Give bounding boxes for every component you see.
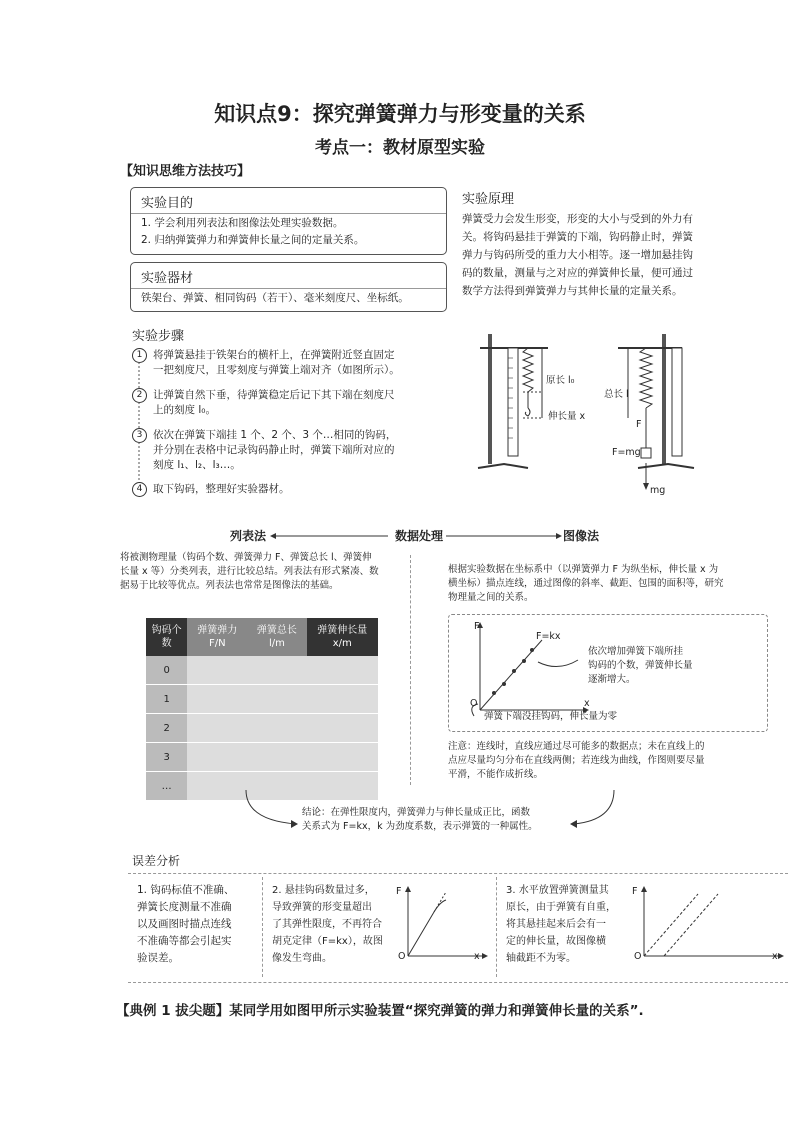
label-natural-length: 原长 l₀ (546, 375, 575, 386)
table-header: 弹簧弹力 F/N (187, 618, 247, 656)
list-method-text (120, 551, 402, 593)
step-number: 3 (132, 428, 147, 443)
principle-line: 关。将钩码悬挂于弹簧的下端，钩码静止时，弹簧 (462, 231, 693, 243)
label-mg: mg (650, 485, 666, 496)
graph-note-right (588, 645, 693, 687)
step-line: 并分别在表格中记录钩码静止时，弹簧下端所对应的 (153, 444, 395, 456)
error-line: 原长，由于弹簧有自重， (506, 902, 616, 913)
list-method-label: 列表法 (230, 529, 267, 543)
purpose-box (130, 187, 447, 255)
steps-heading: 实验步骤 (132, 329, 185, 344)
step-line: 让弹簧自然下垂，待弹簧稳定后记下其下端在刻度尺 (153, 389, 395, 401)
error-divider (262, 877, 263, 977)
error-line: 像发生弯曲。 (272, 953, 332, 964)
error-divider (496, 877, 497, 977)
step-line: 将弹簧悬挂于铁架台的横杆上，在弹簧附近竖直固定 (153, 349, 395, 361)
error-line: 验误差。 (137, 952, 179, 964)
equipment-box (130, 262, 447, 312)
table-cell: 3 (146, 743, 187, 772)
label-extension: 伸长量 x (548, 411, 586, 422)
table-row (146, 685, 378, 714)
processing-arrows (270, 530, 562, 542)
error-line: 以及画图时描点连线 (137, 918, 232, 930)
error-line: 轴截距不为零。 (506, 953, 576, 964)
step-line: 依次在弹簧下端挂 1 个、2 个、3 个…相同的钩码， (153, 429, 397, 441)
table-row (146, 743, 378, 772)
list-method-line: 据易于比较等优点。列表法也常常是图像法的基础。 (120, 580, 339, 591)
purpose-line: 1. 学会利用列表法和图像法处理实验数据。 (141, 217, 344, 229)
graph-method-line: 物理量之间的关系。 (448, 592, 534, 603)
step-number: 1 (132, 348, 147, 363)
data-processing-label: 数据处理 (395, 529, 444, 543)
step-line: 上的刻度 l₀。 (153, 404, 216, 416)
equipment-text: 铁架台、弹簧、相同钩码（若干）、毫米刻度尺、坐标纸。 (141, 292, 409, 304)
attention-line: 注意：连线时，直线应通过尽可能多的数据点；未在直线上的 (448, 741, 705, 752)
error-line: 胡克定律（F=kx），故图 (272, 936, 383, 947)
graph-method-line: 横坐标）描点连线，通过图像的斜率、截距、包围的面积等，研究 (448, 578, 724, 589)
purpose-heading: 实验目的 (141, 196, 194, 211)
step-line: 一把刻度尺，且零刻度与弹簧上端对齐（如图所示）。 (153, 364, 400, 376)
principle-line: 弹力与钩码所受的重力大小相等。逐一增加悬挂钩 (462, 249, 693, 261)
equipment-heading: 实验器材 (141, 271, 194, 286)
attention-line: 点应尽量均匀分布在直线两侧；若连线为曲线，作图则要尽量 (448, 755, 705, 766)
error-axis-F-2: F (632, 886, 638, 897)
graph-note-line: 依次增加弹簧下端所挂 (588, 646, 684, 657)
table-row (146, 714, 378, 743)
graph-method-label: 图像法 (563, 529, 600, 543)
table-header: 弹簧总长 l/m (247, 618, 306, 656)
step-line: 取下钩码，整理好实验器材。 (153, 483, 290, 495)
error-axis-x: x (474, 951, 480, 962)
error-heading: 误差分析 (132, 854, 181, 868)
step-line: 刻度 l₁、l₂、l₃…。 (153, 459, 241, 471)
page-title: 知识点9：探究弹簧弹力与形变量的关系 (214, 102, 586, 126)
graph-formula: F=kx (536, 631, 561, 642)
error-line: 3. 水平放置弹簧测量其 (506, 885, 609, 896)
page-subtitle: 考点一：教材原型实验 (315, 138, 485, 158)
error-line: 将其悬挂起来后会有一 (506, 919, 606, 930)
error-origin-2: O (634, 951, 642, 962)
error-line: 了其弹性限度，不再符合 (272, 919, 382, 930)
table-header: 弹簧伸长量 x/m (307, 618, 379, 656)
error-axis-F: F (396, 886, 402, 897)
step-2 (132, 388, 442, 418)
error-origin: O (398, 951, 406, 962)
graph-method-line: 根据实验数据在坐标系中（以弹簧弹力 F 为纵坐标，伸长量 x 为 (448, 564, 719, 575)
graph-note-line: 逐渐增大。 (588, 674, 636, 685)
label-total-length: 总长 l (604, 389, 629, 400)
conclusion-line: 结论：在弹性限度内，弹簧弹力与伸长量成正比，函数 (302, 807, 531, 818)
error-line: 弹簧长度测量不准确 (137, 901, 232, 913)
list-method-line: 将被测物理量（钩码个数、弹簧弹力 F、弹簧总长 l、弹簧伸 (120, 552, 372, 563)
step-4 (132, 482, 442, 497)
attention-line: 平滑，不能作成折线。 (448, 769, 544, 780)
step-number: 2 (132, 388, 147, 403)
step-1 (132, 348, 442, 378)
attention-text (448, 740, 770, 782)
principle-line: 码的数量，测量与之对应的弹簧伸长量，便可通过 (462, 267, 693, 279)
table-header: 钩码个数 (146, 618, 187, 656)
error-item-3 (506, 882, 634, 967)
graph-note-line: 钩码的个数，弹簧伸长量 (588, 660, 693, 671)
label-force-eq: F=mg (612, 447, 641, 458)
table-cell: 0 (146, 656, 187, 685)
error-axis-x-2: x (772, 951, 778, 962)
graph-note-bottom: 弹簧下端没挂钩码，伸长量为零 (484, 711, 618, 722)
principle-heading: 实验原理 (462, 192, 515, 207)
graph-method-text (448, 563, 768, 605)
error-line: 不准确等都会引起实 (137, 935, 232, 947)
error-graph-offset (636, 884, 786, 964)
step-number: 4 (132, 482, 147, 497)
label-F: F (636, 419, 642, 430)
error-item-2 (272, 882, 404, 967)
step-connector (132, 362, 148, 482)
error-line: 导致弹簧的形变量超出 (272, 902, 372, 913)
table-cell: … (146, 772, 187, 801)
conclusion-line: 关系式为 F=kx，k 为劲度系数，表示弹簧的一种属性。 (302, 821, 538, 832)
example-question: 【典例 1 拔尖题】某同学用如图甲所示实验装置“探究弹簧的弹力和弹簧伸长量的关系”. (116, 1003, 644, 1019)
graph-axis-F: F (474, 621, 480, 632)
error-line: 2. 悬挂钩码数量过多， (272, 885, 375, 896)
error-line: 定的伸长量，故图像横 (506, 936, 606, 947)
principle-text (462, 210, 752, 300)
data-table (146, 618, 378, 801)
error-line: 1. 钩码标值不准确、 (137, 884, 235, 896)
table-cell: 2 (146, 714, 187, 743)
graph-origin: O (470, 698, 478, 709)
principle-line: 数学方法得到弹簧弹力与其伸长量的定量关系。 (462, 285, 683, 297)
list-method-line: 长量 x 等）分类列表，进行比较总结。列表法有形式紧凑、数 (120, 566, 379, 577)
step-3 (132, 428, 442, 473)
graph-axis-x: x (584, 698, 590, 709)
purpose-line: 2. 归纳弹簧弹力和弹簧伸长量之间的定量关系。 (141, 234, 365, 246)
error-item-1 (137, 882, 262, 967)
table-row (146, 656, 378, 685)
table-cell: 1 (146, 685, 187, 714)
column-divider (410, 555, 411, 785)
principle-line: 弹簧受力会发生形变，形变的大小与受到的外力有 (462, 213, 693, 225)
conclusion-text (302, 806, 622, 834)
hooke-graph (460, 620, 600, 720)
section-heading: 【知识思维方法技巧】 (120, 164, 251, 179)
apparatus-diagram (468, 318, 718, 500)
